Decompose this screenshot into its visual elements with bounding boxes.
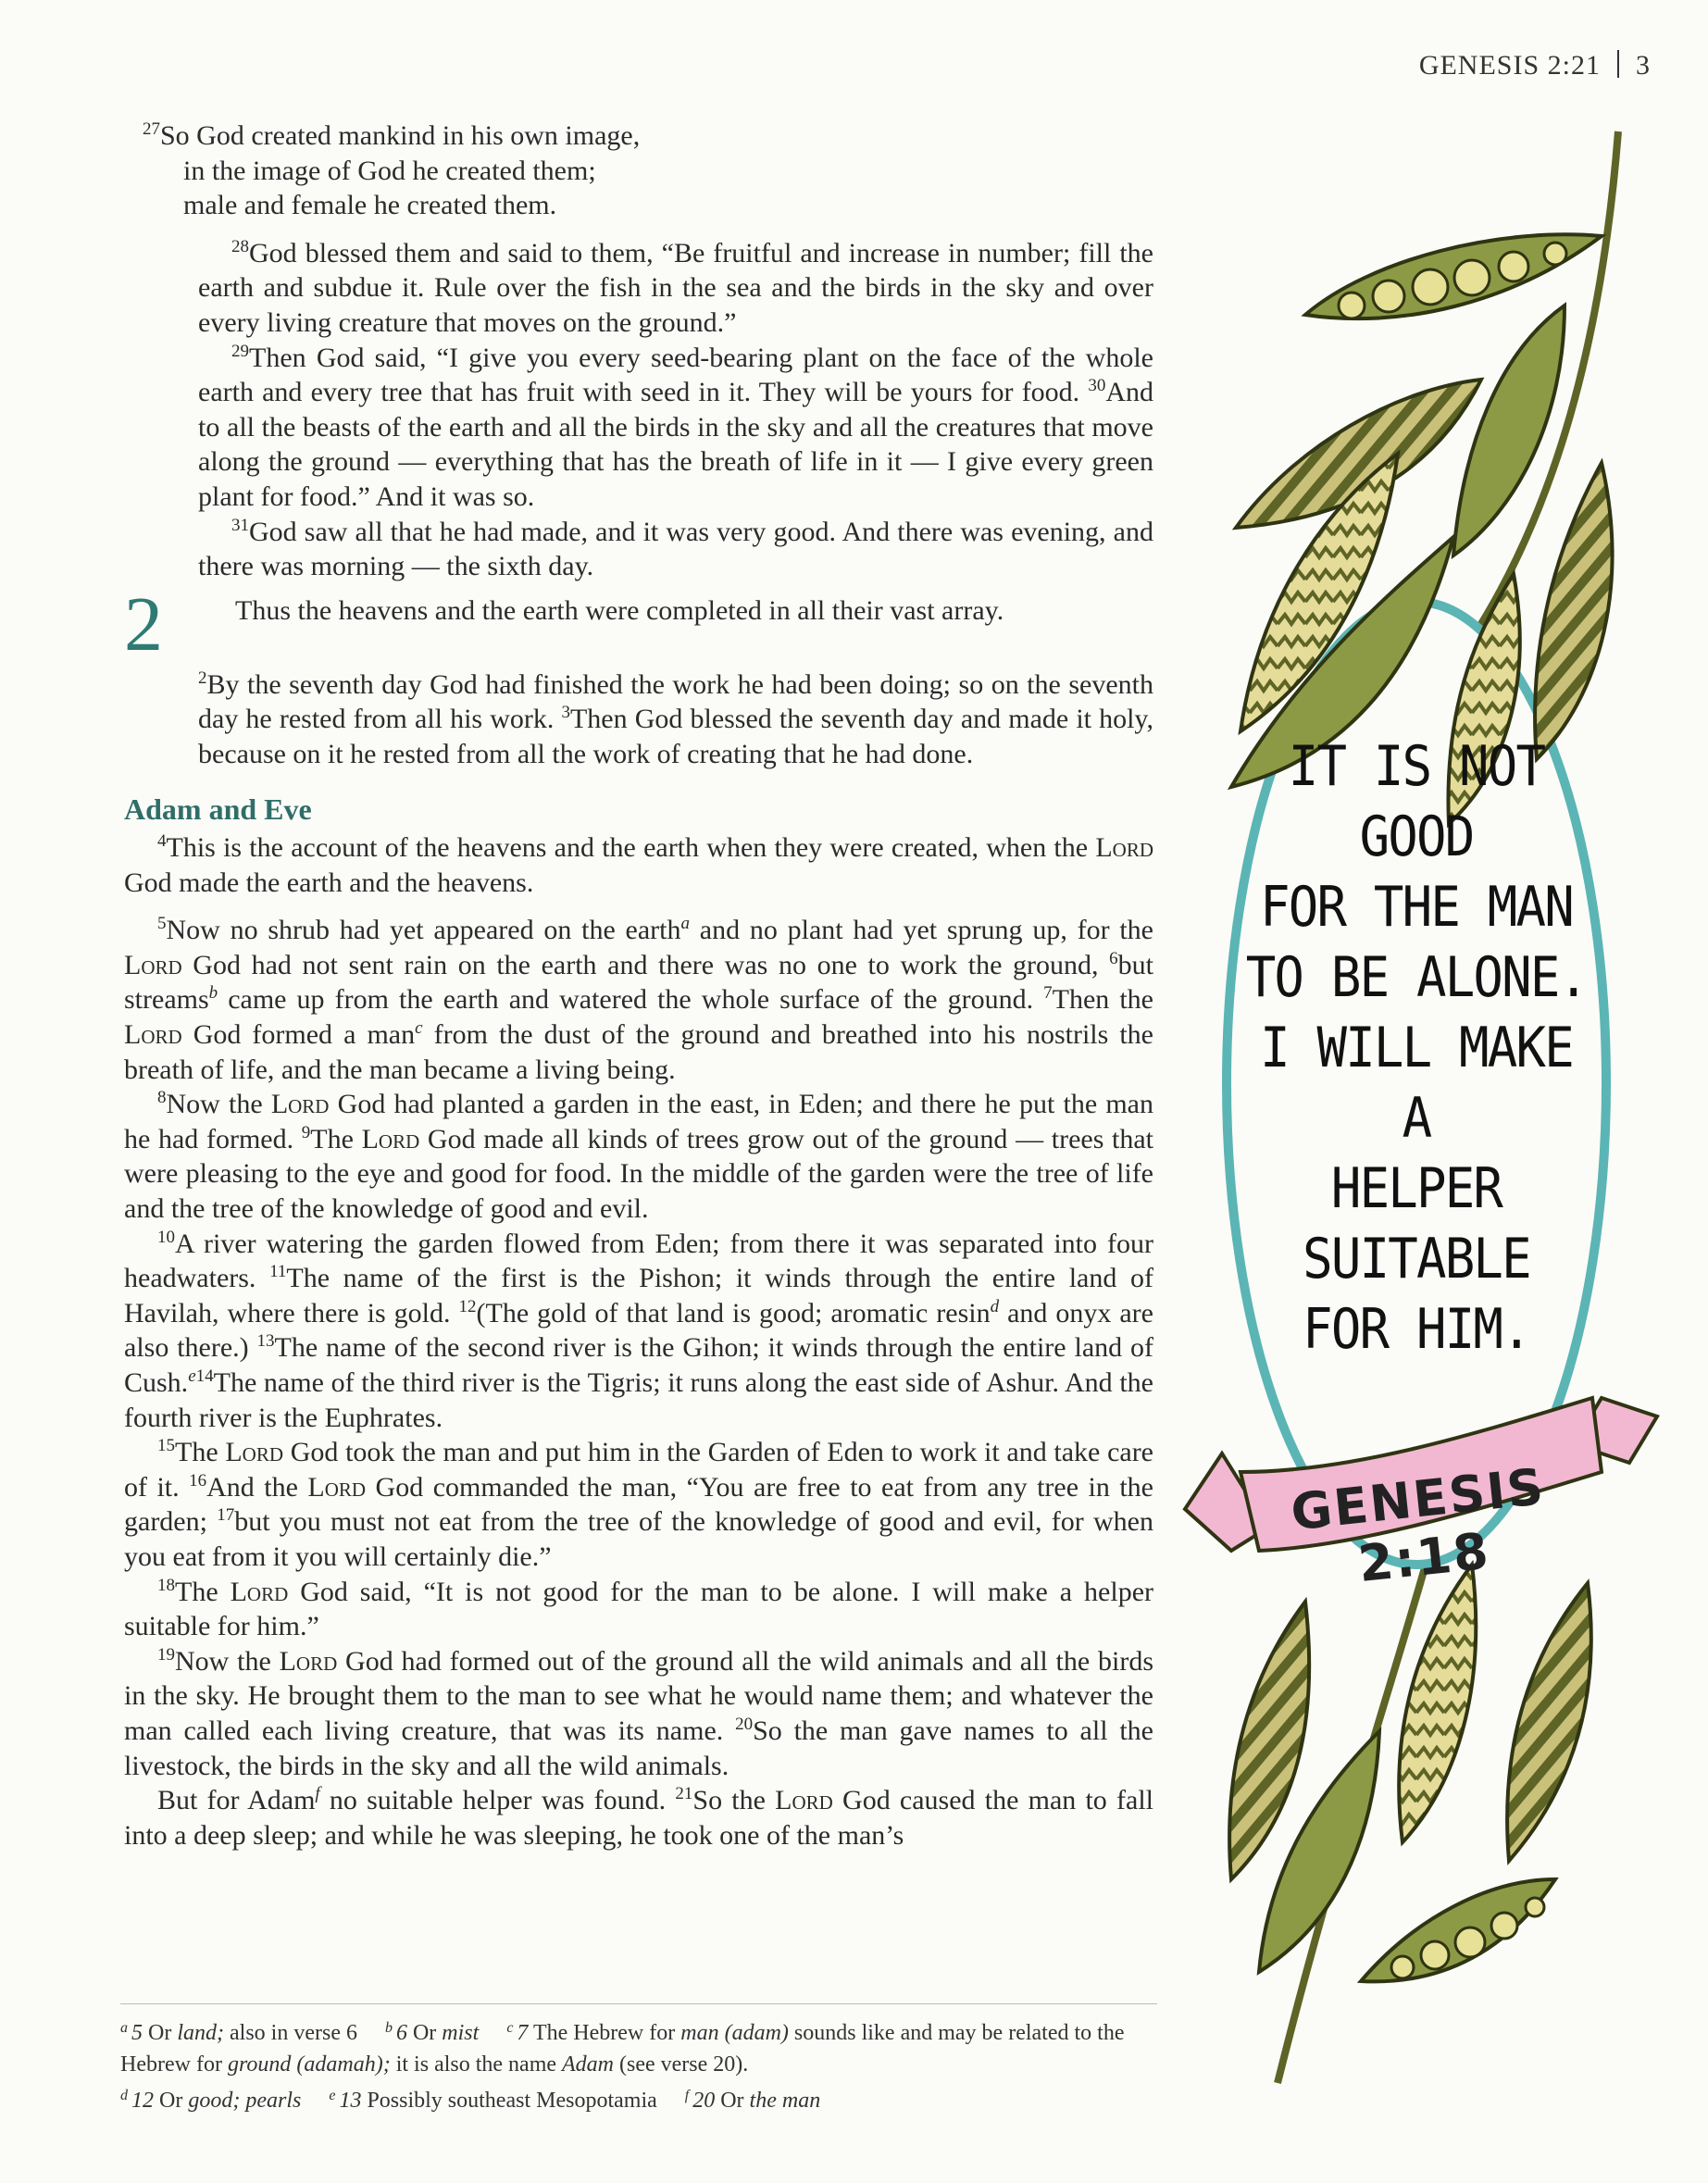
leaf-icon	[1507, 1583, 1591, 1861]
verse-number: 4	[157, 831, 167, 852]
verse-number: 17	[217, 1505, 235, 1526]
art-line: FOR HIM.	[1303, 1297, 1530, 1362]
verse-number: 8	[157, 1088, 167, 1108]
art-line: I WILL MAKE A	[1260, 1016, 1573, 1151]
verse-number: 31	[231, 515, 249, 535]
paragraph: $^{10}$A river watering the garden flowed from Eden; from there it was separated into four headwaters. $^{11}$The name of the first is the Pishon; it winds through the entire land of Havilah, where there is gold. $^{12}$(The gold of that land is good; aromatic resin$^d$ and onyx are also there.) $^{13}$The name of the second river is the Gihon; it winds through the entire land of Cush.$^{e14}$The name of the third river is the Tigris; it runs along the east side of Ashur. And the fourth river is the Euphrates.	[124, 1227, 1153, 1433]
verse-number: 29	[231, 341, 249, 361]
verse-number: 9	[301, 1122, 311, 1142]
verse-number: 5	[157, 914, 167, 934]
paragraph: $^2$By the seventh day God had finished the work he had been doing; so on the seventh day he rested from all his work. $^3$Then God blessed the seventh day and made it holy, because on it he rested from all the work of creating that he had done.	[198, 667, 1153, 769]
verse-number: 15	[157, 1436, 175, 1456]
paragraph: $^{19}$Now the Lord God had formed out of the ground all the wild animals and all the birds in the sky. He brought them to the man to see what he would name them; and whatever the man called each living creature, that was its name. $^{20}$So the man gave names to all the livestock, the birds in the sky and all the wild animals.	[124, 1644, 1153, 1781]
paragraph: $^5$Now no shrub had yet appeared on the earth$^a$ and no plant had yet sprung up, for the Lord God had not sent rain on the earth and there was no one to work the ground, $^6$but streams$^b$ came up from the earth and watered the whole surface of the ground. $^7$Then the Lord God formed a man$^c$ from the dust of the ground and breathed into his nostrils the breath of life, and the man became a living being.	[124, 914, 1154, 1085]
footnote: $^a$ 5 Or land; also in verse 6	[120, 2020, 357, 2045]
verse-number: 14	[195, 1366, 214, 1386]
art-line: HELPER SUITABLE	[1303, 1156, 1530, 1291]
verse-number: 6	[1109, 948, 1118, 968]
footnote-marker[interactable]: c	[415, 1018, 423, 1039]
chapter-2-opening	[124, 580, 1153, 667]
header-reference: GENESIS 2:21	[1418, 50, 1601, 81]
poetry-line: in the image of God he created them;	[183, 155, 596, 186]
verse-number: 2	[198, 667, 207, 688]
leaf-icon	[1453, 306, 1565, 555]
paragraph: $^8$Now the Lord God had planted a garden in the east, in Eden; and there he put the man he had formed. $^9$The Lord God made all kinds of trees grow out of the ground — trees that were pleasing to the eye and good for food. In the middle of the garden were the tree of life and the tree of the knowledge of good and evil.	[124, 1088, 1154, 1225]
paragraph: $^{15}$The Lord God took the man and put him in the Garden of Eden to work it and take care of it. $^{16}$And the Lord God commanded the man, “You are free to eat from any tree in the garden; $^{17}$but you must not eat from the tree of the knowledge of good and evil, for when you eat from it you will certainly die.”	[124, 1436, 1153, 1572]
footnote-marker[interactable]: e	[188, 1366, 196, 1386]
poetry-line: $^{27}$So God created mankind in his own image,	[143, 119, 641, 151]
verse-number: 13	[256, 1331, 275, 1352]
footnote-divider	[120, 2003, 1157, 2004]
verse-number: 27	[143, 119, 160, 139]
footnote-marker[interactable]: d	[990, 1296, 1000, 1316]
paragraph: But for Adam$^f$ no suitable helper was found. $^{21}$So the Lord God caused the man to fall into a deep sleep; and while he was sleeping, he took one of the man’s	[124, 1784, 1153, 1851]
paragraph: $^{28}$God blessed them and said to them, “Be fruitful and increase in number; fill the earth and subdue it. Rule over the fish in the sea and the birds in the sky and over every living creature that moves on the ground.”	[198, 236, 1153, 338]
footnote: $^c$ 7 The Hebrew for man (adam) sounds like and may be related to the Hebrew for ground (adamah); it is also the name Adam (see verse 20).	[120, 2020, 1125, 2077]
header-separator	[1617, 50, 1619, 78]
verse-1: Thus the heavens and the earth were completed in all their vast array.	[235, 594, 1004, 626]
paragraph: $^{18}$The Lord God said, “It is not good for the man to be alone. I will make a helper suitable for him.”	[124, 1575, 1154, 1642]
verse-number: 7	[1043, 983, 1053, 1004]
verse-number: 28	[231, 236, 249, 256]
footnote-marker[interactable]: f	[315, 1784, 320, 1804]
footnote-marker[interactable]: b	[208, 983, 218, 1004]
art-line: IT IS NOT GOOD	[1288, 734, 1545, 869]
scripture-text	[124, 119, 1153, 1852]
running-header	[1419, 50, 1651, 81]
verse-number: 11	[269, 1262, 287, 1282]
verse-number: 18	[157, 1575, 175, 1595]
leaf-icon	[1361, 1879, 1555, 1981]
paragraph: $^{31}$God saw all that he had made, and it was very good. And there was evening, and there was morning — the sixth day.	[198, 515, 1153, 582]
page-number: 3	[1636, 50, 1651, 81]
footnote: $^d$ 12 Or good; pearls	[120, 2088, 302, 2113]
leaf-icon	[1535, 463, 1612, 759]
footnotes	[120, 2013, 1176, 2116]
footnote: $^b$ 6 Or mist	[384, 2020, 480, 2045]
poetry-line: male and female he created them.	[183, 190, 557, 221]
section-heading: Adam and Eve	[124, 792, 312, 826]
verse-number: 21	[675, 1784, 693, 1804]
art-line: FOR THE MAN	[1260, 875, 1573, 940]
chapter-number: 2	[124, 580, 163, 667]
poetry-verse-27	[143, 119, 1153, 223]
verse-number: 19	[157, 1644, 175, 1665]
verse-number: 30	[1088, 376, 1106, 396]
verse-number: 12	[458, 1296, 477, 1316]
footnote-marker[interactable]: a	[680, 914, 690, 934]
verse-number: 10	[157, 1227, 175, 1247]
verse-number: 16	[189, 1470, 207, 1491]
banner-reference: GENESIS 2:18	[1288, 1456, 1548, 1594]
verse-number: 3	[561, 703, 570, 723]
hand-lettered-verse	[1241, 731, 1591, 1365]
paragraph: $^4$This is the account of the heavens and the earth when they were created, when the Lord God made the earth and the heavens.	[124, 831, 1153, 898]
art-line: TO BE ALONE.	[1245, 945, 1588, 1010]
paragraph: $^{29}$Then God said, “I give you every seed-bearing plant on the face of the whole earth and every tree that has fruit with seed in it. They will be yours for food. $^{30}$And to all the beasts of the earth and all the birds in the sky and all the creatures that move along the ground — everything that has the breath of life in it — I give every green plant for food.” And it was so.	[198, 341, 1153, 512]
footnote: $^f$ 20 Or the man	[684, 2088, 821, 2113]
verse-number: 20	[735, 1714, 754, 1734]
footnote: $^e$ 13 Possibly southeast Mesopotamia	[329, 2088, 657, 2113]
